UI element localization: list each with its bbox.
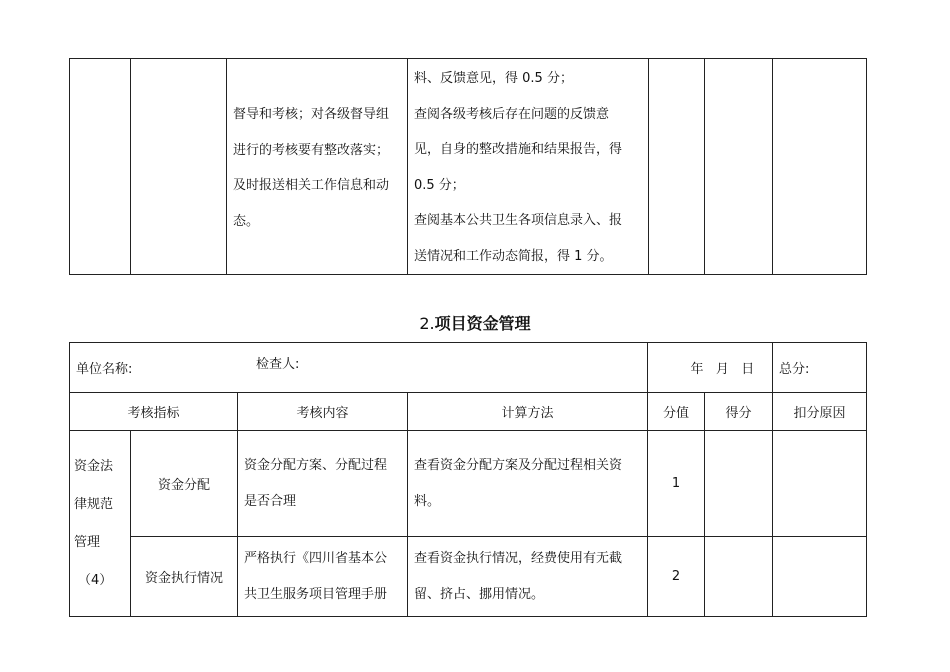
content-line: 严格执行《四川省基本公 <box>244 551 388 566</box>
content-line: 督导和考核；对各级督导组 <box>233 107 390 122</box>
date-label: 年 月 日 <box>690 362 755 377</box>
sub-cell-empty <box>131 59 227 275</box>
method-cell <box>408 537 648 617</box>
content-line: 资金分配方案、分配过程 <box>244 458 388 473</box>
sub-indicator: 资金分配 <box>131 431 238 537</box>
got-cell <box>705 431 773 537</box>
content-line: 进行的考核要有整改落实； <box>233 142 390 158</box>
fund-management-table <box>69 342 867 617</box>
score-cell-empty <box>649 59 705 275</box>
col-content: 考核内容 <box>238 393 408 431</box>
column-header-row <box>70 393 867 431</box>
content-cell <box>227 59 408 275</box>
method-line: 料。 <box>414 493 441 509</box>
sub-indicator: 资金执行情况 <box>131 537 238 617</box>
section-title-text: 项目资金管理 <box>434 314 531 333</box>
total-cell <box>773 343 867 393</box>
inspector-label: 检查人: <box>256 357 300 372</box>
unit-label: 单位名称: <box>76 362 133 377</box>
group-line: 资金法 <box>74 458 114 474</box>
section-number: 2. <box>419 314 435 333</box>
got-cell <box>705 537 773 617</box>
reason-cell-empty <box>773 59 867 275</box>
date-cell <box>648 343 773 393</box>
col-reason: 扣分原因 <box>773 393 867 431</box>
method-line: 留、挤占、挪用情况。 <box>414 586 545 602</box>
continuation-table <box>69 58 867 275</box>
group-line: （4） <box>78 572 113 588</box>
method-line: 查阅基本公共卫生各项信息录入、报 <box>414 213 623 228</box>
score-value: 2 <box>648 537 705 617</box>
table-row <box>70 537 867 617</box>
group-cell-empty <box>70 59 131 275</box>
section-title <box>0 311 950 334</box>
content-line: 共卫生服务项目管理手册 <box>244 586 388 602</box>
method-line: 查看资金分配方案及分配过程相关资 <box>414 458 623 473</box>
content-line: 是否合理 <box>244 493 297 509</box>
reason-cell <box>773 537 867 617</box>
col-got: 得分 <box>705 393 773 431</box>
method-line: 查看资金执行情况，经费使用有无截 <box>414 551 623 566</box>
group-cell <box>70 431 131 617</box>
group-line: 管理 <box>74 534 101 550</box>
content-cell <box>238 431 408 537</box>
method-line: 料、反馈意见，得 0.5 分； <box>414 71 573 86</box>
info-cell <box>70 343 648 393</box>
group-line: 律规范 <box>74 496 114 512</box>
got-cell-empty <box>705 59 773 275</box>
method-line: 查阅各级考核后存在问题的反馈意 <box>414 106 610 122</box>
col-indicator: 考核指标 <box>70 393 238 431</box>
col-method: 计算方法 <box>408 393 648 431</box>
content-line: 态。 <box>233 213 260 229</box>
total-label: 总分: <box>779 362 810 377</box>
score-value: 1 <box>648 431 705 537</box>
method-cell <box>408 59 649 275</box>
method-cell <box>408 431 648 537</box>
method-line: 见，自身的整改措施和结果报告，得 <box>414 142 623 157</box>
table-row <box>70 431 867 537</box>
method-line: 送情况和工作动态简报，得 1 分。 <box>414 248 613 264</box>
content-cell <box>238 537 408 617</box>
reason-cell <box>773 431 867 537</box>
info-row <box>70 343 867 393</box>
col-score: 分值 <box>648 393 705 431</box>
method-line: 0.5 分； <box>414 177 465 193</box>
content-line: 及时报送相关工作信息和动 <box>233 178 390 193</box>
